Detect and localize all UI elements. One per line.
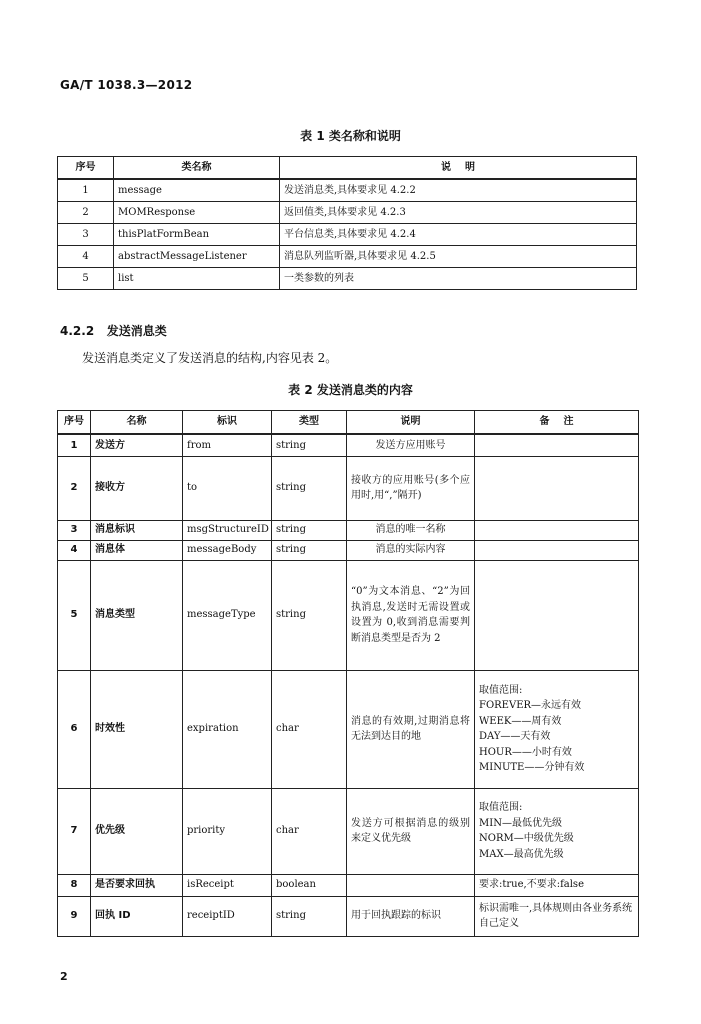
field-name: 优先级 <box>91 788 183 874</box>
class-name: list <box>114 268 280 290</box>
field-note: 要求:true,不要求:false <box>475 874 639 896</box>
column-header: 类型 <box>272 411 347 435</box>
class-name: message <box>114 179 280 202</box>
column-header: 说明 <box>347 411 475 435</box>
field-name: 消息标识 <box>91 520 183 540</box>
note-line: 取值范围: <box>479 802 523 813</box>
section-body-text: 发送消息类定义了发送消息的结构,内容见表 2。 <box>82 351 338 365</box>
field-name: 发送方 <box>91 434 183 456</box>
column-header: 说 明 <box>280 157 637 180</box>
standard-code-header: GA/T 1038.3—2012 <box>60 78 193 92</box>
table-row <box>58 874 639 896</box>
column-header: 名称 <box>91 411 183 435</box>
field-type: string <box>272 456 347 520</box>
field-note <box>475 788 639 874</box>
table-row <box>58 520 639 540</box>
row-number: 9 <box>58 896 91 936</box>
table-row <box>58 224 637 246</box>
field-type: boolean <box>272 874 347 896</box>
column-header: 类名称 <box>114 157 280 180</box>
field-name: 时效性 <box>91 670 183 788</box>
row-number: 6 <box>58 670 91 788</box>
row-number: 4 <box>58 540 91 560</box>
table-row <box>58 456 639 520</box>
class-names-table <box>57 156 637 290</box>
field-note <box>475 456 639 520</box>
field-name: 回执 ID <box>91 896 183 936</box>
field-description: 发送方可根据消息的级别来定义优先级 <box>347 788 475 874</box>
row-number: 4 <box>58 246 114 268</box>
row-number: 1 <box>58 179 114 202</box>
send-message-class-table <box>57 410 639 937</box>
field-id: expiration <box>183 670 272 788</box>
field-note <box>475 434 639 456</box>
field-note <box>475 560 639 670</box>
field-id: to <box>183 456 272 520</box>
class-name: MOMResponse <box>114 202 280 224</box>
table-row <box>58 179 637 202</box>
row-number: 8 <box>58 874 91 896</box>
note-line: MINUTE——分钟有效 <box>479 762 585 773</box>
field-description: 消息的实际内容 <box>347 540 475 560</box>
field-id: messageBody <box>183 540 272 560</box>
row-number: 7 <box>58 788 91 874</box>
note-line: 取值范围: <box>479 684 523 696</box>
class-name: thisPlatFormBean <box>114 224 280 246</box>
column-header: 序号 <box>58 411 91 435</box>
table-row <box>58 246 637 268</box>
field-type: string <box>272 560 347 670</box>
field-type: string <box>272 520 347 540</box>
field-description: 发送方应用账号 <box>347 434 475 456</box>
table-row <box>58 788 639 874</box>
note-line: MIN—最低优先级 <box>479 817 562 829</box>
row-number: 2 <box>58 456 91 520</box>
column-header: 备 注 <box>475 411 639 435</box>
field-description <box>347 874 475 896</box>
field-description: “0”为文本消息、“2”为回执消息,发送时无需设置或设置为 0,收到消息需要判断消息类型是否为 2 <box>347 560 475 670</box>
field-description: 消息的唯一名称 <box>347 520 475 540</box>
field-id: isReceipt <box>183 874 272 896</box>
row-number: 2 <box>58 202 114 224</box>
field-type: string <box>272 540 347 560</box>
table-row <box>58 202 637 224</box>
page-number: 2 <box>60 970 68 983</box>
field-description: 消息的有效期,过期消息将无法到达目的地 <box>347 670 475 788</box>
field-type: char <box>272 788 347 874</box>
field-description: 用于回执跟踪的标识 <box>347 896 475 936</box>
note-line: DAY——天有效 <box>479 731 551 742</box>
note-line: FOREVER—永远有效 <box>479 700 582 711</box>
field-name: 消息体 <box>91 540 183 560</box>
field-id: priority <box>183 788 272 874</box>
class-description: 消息队列监听器,具体要求见 4.2.5 <box>280 246 637 268</box>
table1-caption: 表 1 类名称和说明 <box>300 129 401 143</box>
field-note <box>475 670 639 788</box>
field-note <box>475 520 639 540</box>
table-row <box>58 434 639 456</box>
row-number: 3 <box>58 224 114 246</box>
table-row <box>58 268 637 290</box>
field-name: 是否要求回执 <box>91 874 183 896</box>
field-note <box>475 540 639 560</box>
field-name: 消息类型 <box>91 560 183 670</box>
field-id: from <box>183 434 272 456</box>
column-header: 标识 <box>183 411 272 435</box>
class-description: 发送消息类,具体要求见 4.2.2 <box>280 179 637 202</box>
row-number: 3 <box>58 520 91 540</box>
field-id: receiptID <box>183 896 272 936</box>
table2-caption: 表 2 发送消息类的内容 <box>288 383 413 397</box>
field-note: 标识需唯一,具体规则由各业务系统自己定义 <box>475 896 639 936</box>
class-name: abstractMessageListener <box>114 246 280 268</box>
field-type: string <box>272 434 347 456</box>
field-type: char <box>272 670 347 788</box>
table-header-row <box>58 411 639 435</box>
note-line: WEEK——周有效 <box>479 715 562 727</box>
row-number: 1 <box>58 434 91 456</box>
row-number: 5 <box>58 560 91 670</box>
section-heading: 4.2.2 发送消息类 <box>60 324 167 338</box>
note-line: MAX—最高优先级 <box>479 848 564 860</box>
table-row <box>58 896 639 936</box>
column-header: 序号 <box>58 157 114 180</box>
field-type: string <box>272 896 347 936</box>
table-row <box>58 540 639 560</box>
table-row <box>58 560 639 670</box>
class-description: 平台信息类,具体要求见 4.2.4 <box>280 224 637 246</box>
field-name: 接收方 <box>91 456 183 520</box>
note-line: NORM—中级优先级 <box>479 833 574 844</box>
class-description: 返回值类,具体要求见 4.2.3 <box>280 202 637 224</box>
field-description: 接收方的应用账号(多个应用时,用“,”隔开) <box>347 456 475 520</box>
class-description: 一类参数的列表 <box>280 268 637 290</box>
note-line: HOUR——小时有效 <box>479 746 572 758</box>
field-id: msgStructureID <box>183 520 272 540</box>
row-number: 5 <box>58 268 114 290</box>
table-row <box>58 670 639 788</box>
field-id: messageType <box>183 560 272 670</box>
table-header-row <box>58 157 637 180</box>
